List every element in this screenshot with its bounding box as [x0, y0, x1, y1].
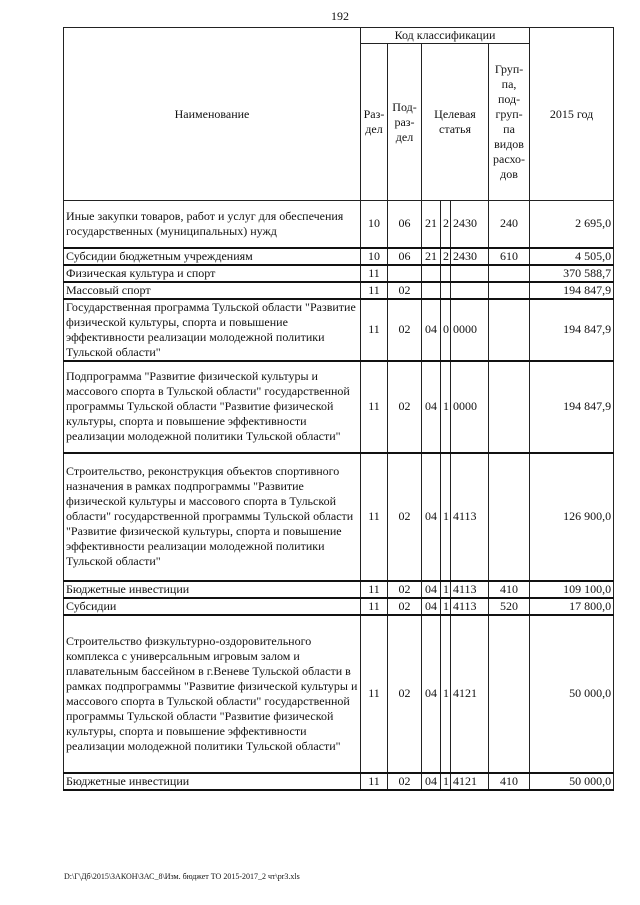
- row-target-subprogram: 2: [441, 248, 451, 265]
- row-target-direction: [451, 265, 489, 282]
- row-expense-type: [489, 265, 530, 282]
- row-target-direction: 4121: [451, 615, 489, 773]
- row-subsection: [388, 265, 422, 282]
- row-subsection: 06: [388, 248, 422, 265]
- row-target-program: 04: [422, 773, 441, 790]
- row-target-direction: 4113: [451, 453, 489, 581]
- row-name: Субсидии: [64, 598, 361, 615]
- row-target-program: 21: [422, 201, 441, 248]
- header-subsection: Под- раз- дел: [388, 44, 422, 201]
- budget-table: [63, 27, 614, 791]
- row-target-direction: 4113: [451, 581, 489, 598]
- row-subsection: 02: [388, 299, 422, 361]
- row-name: Строительство физкультурно-оздоровительного комплекса с универсальным игровым залом и плавательным бассейном в г.Веневе Тульской области в рамках подпрограммы "Развитие физической культуры и массового спорта в Тульской области" государственной программы Тульской области "Развитие физической культуры, спорта и повышение эффективности реализации молодежной политики Тульской области": [64, 615, 361, 773]
- table-row: [64, 453, 614, 581]
- row-target-direction: 0000: [451, 299, 489, 361]
- page-number: 192: [331, 9, 349, 23]
- table-row: [64, 615, 614, 773]
- row-amount: 194 847,9: [530, 299, 614, 361]
- row-target-program: 21: [422, 248, 441, 265]
- row-target-program: 04: [422, 361, 441, 453]
- row-target-direction: 2430: [451, 248, 489, 265]
- table-row: [64, 282, 614, 299]
- row-subsection: 02: [388, 282, 422, 299]
- row-target-subprogram: [441, 282, 451, 299]
- row-name: Субсидии бюджетным учреждениям: [64, 248, 361, 265]
- row-section: 11: [361, 299, 388, 361]
- row-target-direction: 0000: [451, 361, 489, 453]
- row-expense-type: 240: [489, 201, 530, 248]
- row-subsection: 02: [388, 598, 422, 615]
- row-section: 11: [361, 265, 388, 282]
- row-target-subprogram: 1: [441, 453, 451, 581]
- header-target-article: Целевая статья: [422, 44, 489, 201]
- row-amount: 126 900,0: [530, 453, 614, 581]
- row-amount: 50 000,0: [530, 773, 614, 790]
- row-subsection: 02: [388, 361, 422, 453]
- table-row: [64, 201, 614, 248]
- header-year: 2015 год: [530, 28, 614, 201]
- row-section: 11: [361, 773, 388, 790]
- row-amount: 194 847,9: [530, 361, 614, 453]
- row-expense-type: 410: [489, 581, 530, 598]
- header-name: Наименование: [64, 28, 361, 201]
- table-row: [64, 248, 614, 265]
- row-target-program: [422, 282, 441, 299]
- row-subsection: 06: [388, 201, 422, 248]
- row-target-program: 04: [422, 299, 441, 361]
- row-target-program: 04: [422, 581, 441, 598]
- row-expense-type: [489, 453, 530, 581]
- row-target-direction: 4121: [451, 773, 489, 790]
- row-target-program: 04: [422, 615, 441, 773]
- row-expense-type: [489, 282, 530, 299]
- row-target-direction: 4113: [451, 598, 489, 615]
- row-name: Государственная программа Тульской области "Развитие физической культуры, спорта и повышение эффективности реализации молодежной политики Тульской области": [64, 299, 361, 361]
- table-row: [64, 299, 614, 361]
- row-amount: 109 100,0: [530, 581, 614, 598]
- row-target-direction: [451, 282, 489, 299]
- row-section: 10: [361, 248, 388, 265]
- row-target-subprogram: 1: [441, 615, 451, 773]
- header-code-classification: Код классификации: [361, 28, 530, 44]
- row-expense-type: [489, 299, 530, 361]
- table-row: [64, 773, 614, 790]
- row-name: Строительство, реконструкция объектов спортивного назначения в рамках подпрограммы "Развитие физической культуры и массового спорта в Тульской области" государственной программы Тульской области "Развитие физической культуры, спорта и повышение эффективности реализации молодежной политики Тульской области": [64, 453, 361, 581]
- row-target-subprogram: 1: [441, 361, 451, 453]
- row-section: 11: [361, 282, 388, 299]
- row-target-direction: 2430: [451, 201, 489, 248]
- row-expense-type: [489, 361, 530, 453]
- row-expense-type: 610: [489, 248, 530, 265]
- table-row: [64, 265, 614, 282]
- row-target-program: 04: [422, 598, 441, 615]
- row-name: Физическая культура и спорт: [64, 265, 361, 282]
- header-section: Раз- дел: [361, 44, 388, 201]
- row-amount: 370 588,7: [530, 265, 614, 282]
- row-subsection: 02: [388, 615, 422, 773]
- row-amount: 4 505,0: [530, 248, 614, 265]
- header-expense-group: Груп- па, под- груп- па видов расхо- дов: [489, 44, 530, 201]
- row-target-subprogram: 1: [441, 598, 451, 615]
- row-amount: 2 695,0: [530, 201, 614, 248]
- table-row: [64, 361, 614, 453]
- row-expense-type: 410: [489, 773, 530, 790]
- table-row: [64, 598, 614, 615]
- row-name: Подпрограмма "Развитие физической культуры и массового спорта в Тульской области" государственной программы Тульской области "Развитие физической культуры, спорта и повышение эффективности реализации молодежной политики Тульской области": [64, 361, 361, 453]
- row-amount: 194 847,9: [530, 282, 614, 299]
- row-name: Иные закупки товаров, работ и услуг для обеспечения государственных (муниципальных) нужд: [64, 201, 361, 248]
- row-amount: 50 000,0: [530, 615, 614, 773]
- row-section: 11: [361, 581, 388, 598]
- row-section: 11: [361, 361, 388, 453]
- row-target-subprogram: 1: [441, 773, 451, 790]
- row-target-program: [422, 265, 441, 282]
- table-row: [64, 581, 614, 598]
- row-target-subprogram: 1: [441, 581, 451, 598]
- row-section: 11: [361, 615, 388, 773]
- row-name: Массовый спорт: [64, 282, 361, 299]
- row-target-subprogram: 2: [441, 201, 451, 248]
- row-target-subprogram: 0: [441, 299, 451, 361]
- row-section: 11: [361, 453, 388, 581]
- row-amount: 17 800,0: [530, 598, 614, 615]
- row-subsection: 02: [388, 453, 422, 581]
- row-subsection: 02: [388, 773, 422, 790]
- row-target-program: 04: [422, 453, 441, 581]
- row-expense-type: [489, 615, 530, 773]
- row-section: 11: [361, 598, 388, 615]
- row-name: Бюджетные инвестиции: [64, 773, 361, 790]
- footer-file-path: D:\Г\Дб\2015\ЗАКОН\ЗАС_8\Изм. бюджет ТО 2015-2017_2 чт\pr3.xls: [64, 872, 300, 881]
- row-expense-type: 520: [489, 598, 530, 615]
- row-target-subprogram: [441, 265, 451, 282]
- row-section: 10: [361, 201, 388, 248]
- row-subsection: 02: [388, 581, 422, 598]
- table-body: [64, 201, 614, 790]
- row-name: Бюджетные инвестиции: [64, 581, 361, 598]
